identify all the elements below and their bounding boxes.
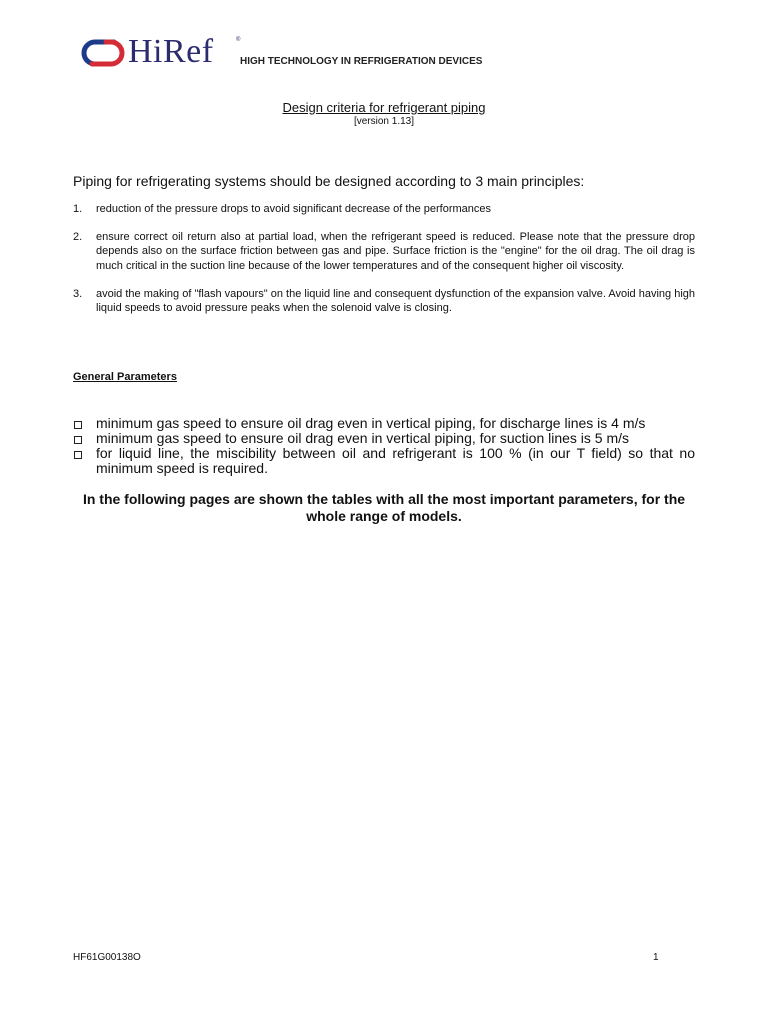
principle-number: 2. — [73, 231, 83, 244]
document-title: Design criteria for refrigerant piping — [282, 100, 486, 115]
square-bullet-icon — [74, 451, 82, 459]
principles-list — [73, 202, 695, 329]
hiref-logo-icon — [80, 38, 126, 68]
square-bullet-icon — [74, 436, 82, 444]
principle-text: reduction of the pressure drops to avoid significant decrease of the performances — [96, 203, 492, 215]
parameter-item — [73, 416, 695, 431]
principle-item — [73, 202, 695, 216]
principle-text: ensure correct oil return also at partial load, when the refrigerant speed is reduced. Please note that the pressure drop depends also on the surface friction between gas and pipe. Surface friction is the "engine" for the oil drag. The oil drag is much critical in the suction line because of the lower temperatures and of the consequent higher oil viscosity. — [96, 231, 695, 272]
intro-text: Piping for refrigerating systems should be designed according to 3 main principles: — [73, 173, 585, 189]
parameter-item — [73, 446, 695, 476]
logo-wordmark: HiRef — [128, 33, 214, 70]
registered-mark: ® — [236, 37, 241, 43]
document-version: [version 1.13] — [353, 116, 415, 127]
page-number: 1 — [653, 952, 659, 963]
principle-item — [73, 230, 695, 273]
parameter-text: for liquid line, the miscibility between oil and refrigerant is 100 % (in our T field) so that no minimum speed is required. — [96, 445, 695, 476]
parameters-list — [73, 416, 695, 476]
company-tagline: HIGH TECHNOLOGY IN REFRIGERATION DEVICES — [240, 56, 483, 67]
parameter-text: minimum gas speed to ensure oil drag even in vertical piping, for discharge lines is 4 m/s — [96, 415, 646, 431]
section-title-general-parameters: General Parameters — [73, 371, 177, 383]
principle-text: avoid the making of "flash vapours" on the liquid line and consequent dysfunction of the expansion valve. Avoid having high liquid speeds to avoid pressure peaks when the solenoid valve is closing. — [96, 287, 695, 315]
document-code: HF61G00138O — [73, 952, 141, 963]
closing-statement: In the following pages are shown the tables with all the most important parameters, for the whole range of models. — [82, 491, 686, 524]
principle-item — [73, 287, 695, 315]
parameter-item — [73, 431, 695, 446]
parameter-text: minimum gas speed to ensure oil drag even in vertical piping, for suction lines is 5 m/s — [96, 430, 630, 446]
principle-number: 1. — [73, 203, 83, 215]
principle-number: 3. — [73, 287, 83, 300]
square-bullet-icon — [74, 421, 82, 429]
